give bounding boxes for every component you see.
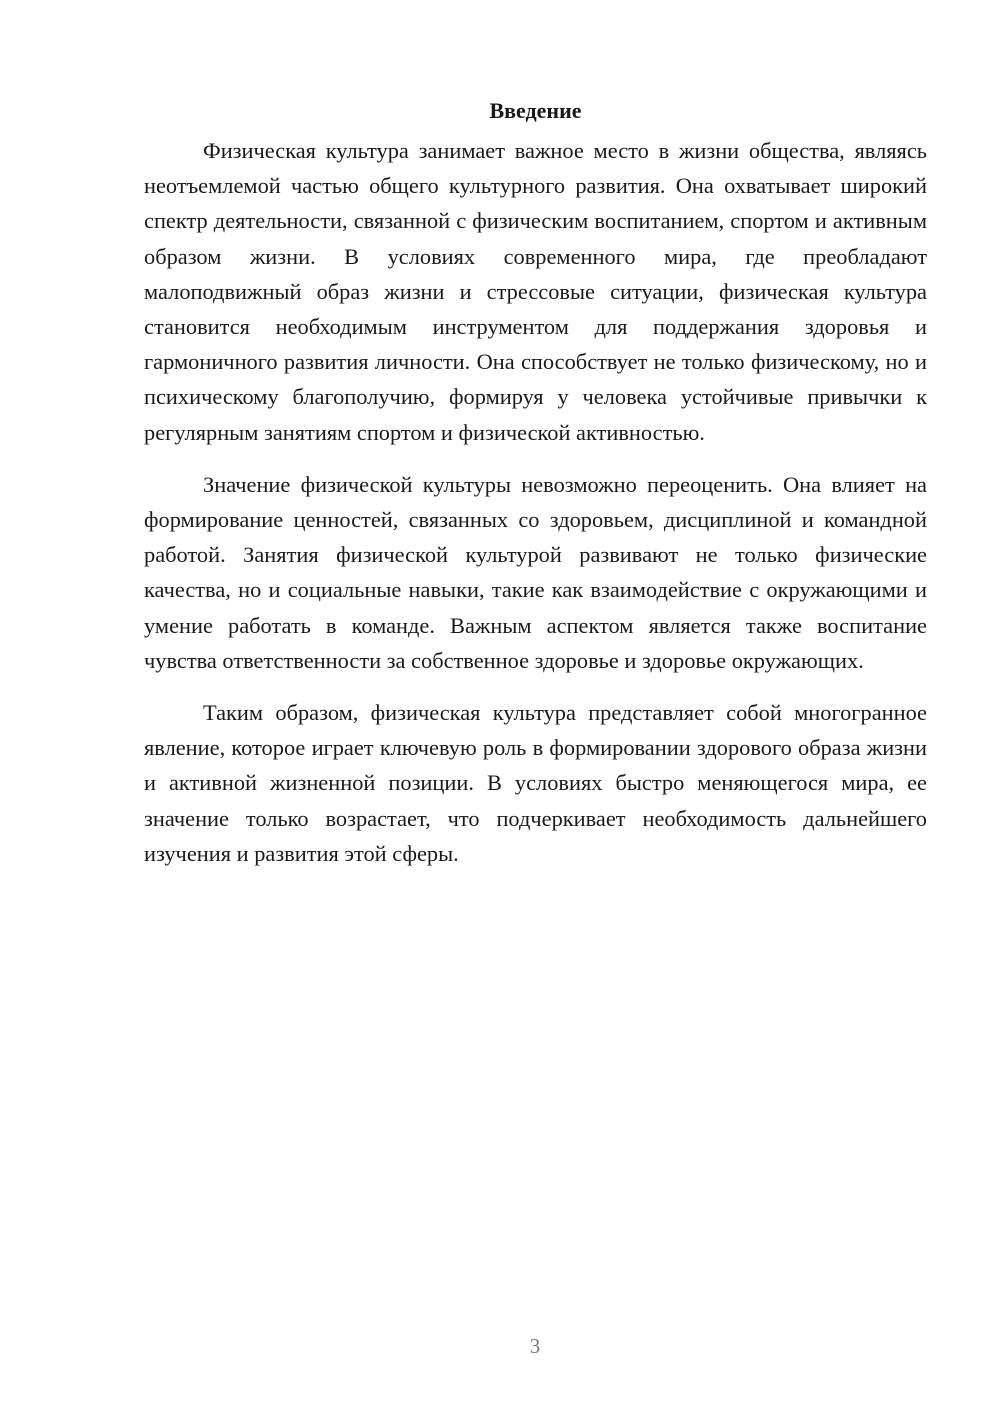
paragraph-2: Значение физической культуры невозможно переоценить. Она влияет на формирование ценностей, связанных со здоровьем, дисциплиной и командной работой. Занятия физической культурой развивают не только физические качества, но и социальные навыки, такие как взаимодействие с окружающими и умение работать в команде. Важным аспектом является также воспитание чувства ответственности за собственное здоровье и здоровье окружающих. [144, 471, 927, 673]
page-number: 3 [529, 1334, 541, 1358]
section-heading: Введение [489, 98, 582, 123]
paragraph-1: Физическая культура занимает важное место в жизни общества, являясь неотъемлемой частью общего культурного развития. Она охватывает широкий спектр деятельности, связанной с физическим воспитанием, спортом и активным образом жизни. В условиях современного мира, где преобладают малоподвижный образ жизни и стрессовые ситуации, физическая культура становится необходимым инструментом для поддержания здоровья и гармоничного развития личности. Она способствует не только физическому, но и психическому благополучию, формируя у человека устойчивые привычки к регулярным занятиям спортом и физической активностью. [144, 138, 927, 445]
document-body [144, 96, 927, 888]
paragraph-3: Таким образом, физическая культура представляет собой многогранное явление, которое играет ключевую роль в формировании здорового образа жизни и активной жизненной позиции. В условиях быстро меняющегося мира, ее значение только возрастает, что подчеркивает необходимость дальнейшего изучения и развития этой сферы. [144, 700, 927, 866]
